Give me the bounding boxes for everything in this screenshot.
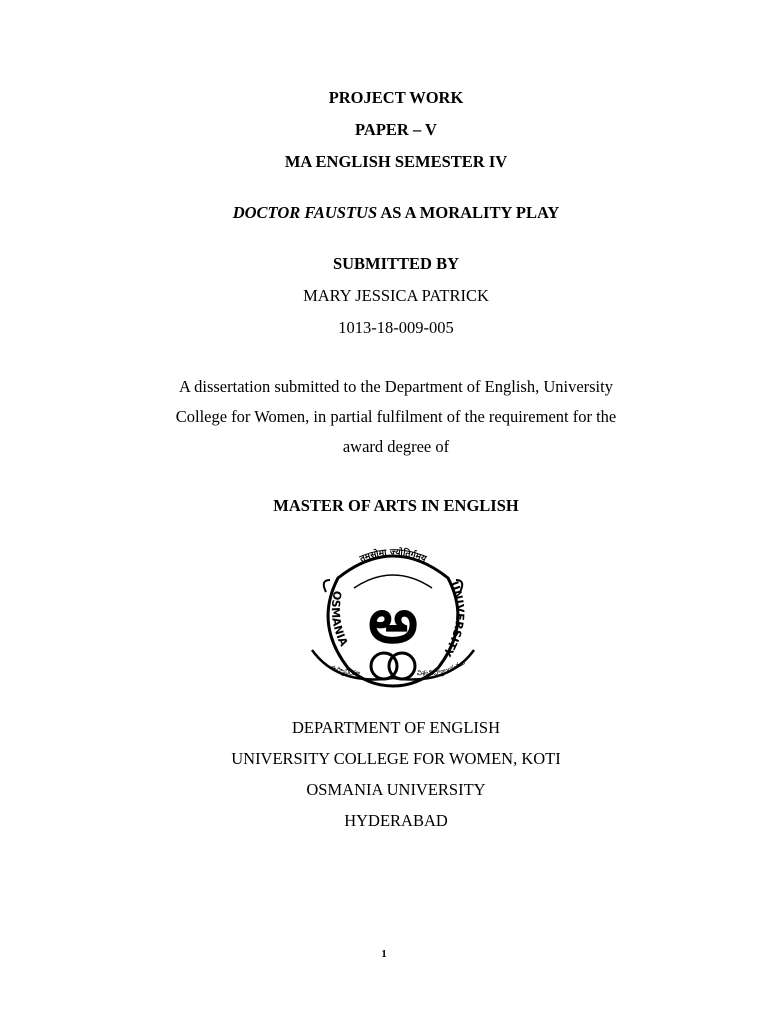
emblem-glyph: అ <box>368 584 418 657</box>
logo-bottom-left-text: ఉస్మానియా <box>329 663 361 678</box>
logo-left-text: OSMANIA <box>328 589 351 649</box>
thesis-title <box>0 203 768 223</box>
degree-name: MASTER OF ARTS IN ENGLISH <box>273 496 519 515</box>
logo-bottom-right-text: విశ్వవిద్యాలయము <box>416 658 467 678</box>
logo-right-text: UNIVERSITY <box>440 579 467 659</box>
roll-number: 1013-18-009-005 <box>338 318 454 337</box>
university-name: OSMANIA UNIVERSITY <box>306 780 486 799</box>
department-name: DEPARTMENT OF ENGLISH <box>291 718 501 737</box>
project-work-heading: PROJECT WORK <box>328 88 464 107</box>
page-number: 1 <box>381 948 387 960</box>
dissertation-line-3: award degree of <box>342 437 450 456</box>
svg-text:तमसोमा ज्योतिर्गमय <box>358 546 429 565</box>
course-semester: MA ENGLISH SEMESTER IV <box>284 152 508 171</box>
paper-number: PAPER – V <box>355 120 437 139</box>
college-name: UNIVERSITY COLLEGE FOR WOMEN, KOTI <box>231 749 561 768</box>
svg-text:UNIVERSITY <box>440 580 466 660</box>
thesis-title-italic: DOCTOR FAUSTUS <box>232 203 378 222</box>
thesis-title-rest: AS A MORALITY PLAY <box>377 203 560 222</box>
dissertation-line-1: A dissertation submitted to the Department of English, University <box>179 377 613 396</box>
dissertation-line-2: College for Women, in partial fulfilment of the requirement for the <box>175 407 617 426</box>
city-name: HYDERABAD <box>344 811 448 830</box>
submitted-by-heading: SUBMITTED BY <box>332 254 460 273</box>
osmania-university-logo <box>308 540 478 690</box>
student-name: MARY JESSICA PATRICK <box>303 286 489 305</box>
logo-top-text: तमसोमा ज्योतिर्गमय <box>358 547 428 565</box>
